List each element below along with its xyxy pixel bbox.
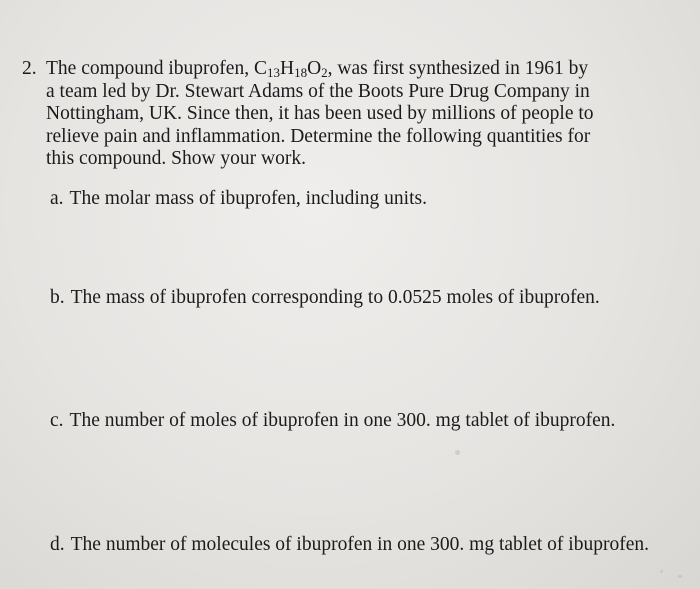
question-stem-line-3: Nottingham, UK. Since then, it has been used by millions of people to (46, 103, 594, 124)
part-d (50, 533, 649, 556)
question-stem-line-4: relieve pain and inflammation. Determine the following quantities for (46, 126, 591, 147)
formula-oxygen-count: 2 (321, 65, 328, 80)
part-c-text: The number of moles of ibuprofen in one 300. mg tablet of ibuprofen. (69, 410, 616, 431)
part-b-text: The mass of ibuprofen corresponding to 0.0525 moles of ibuprofen. (70, 287, 600, 308)
question-stem-line-1 (46, 57, 686, 80)
formula-hydrogen-count: 18 (294, 65, 308, 80)
part-b (50, 286, 600, 309)
paper-smudge (678, 575, 682, 578)
formula-carbon: C (253, 58, 267, 79)
formula-oxygen: O (307, 58, 322, 79)
part-a-text: The molar mass of ibuprofen, including units. (69, 188, 427, 209)
ibuprofen-formula (254, 58, 328, 79)
question-stem-line-2: a team led by Dr. Stewart Adams of the Boots Pure Drug Company in (46, 81, 590, 102)
stem-text-after-formula: , was first synthesized in 1961 by (327, 58, 589, 79)
paper-smudge (455, 450, 460, 455)
paper-smudge (660, 570, 663, 573)
formula-hydrogen: H (279, 58, 295, 79)
part-c-letter: c. (50, 410, 64, 431)
part-c (50, 409, 615, 432)
part-d-letter: d. (50, 534, 65, 555)
part-a-letter: a. (50, 188, 64, 209)
stem-text-before-formula: The compound ibuprofen, (46, 58, 254, 79)
part-b-letter: b. (50, 287, 65, 308)
part-a (50, 187, 427, 210)
part-d-text: The number of molecules of ibuprofen in one 300. mg tablet of ibuprofen. (70, 534, 649, 555)
question-stem-line-5: this compound. Show your work. (46, 148, 306, 169)
formula-carbon-count: 13 (266, 65, 280, 80)
question-number: 2. (22, 58, 37, 79)
